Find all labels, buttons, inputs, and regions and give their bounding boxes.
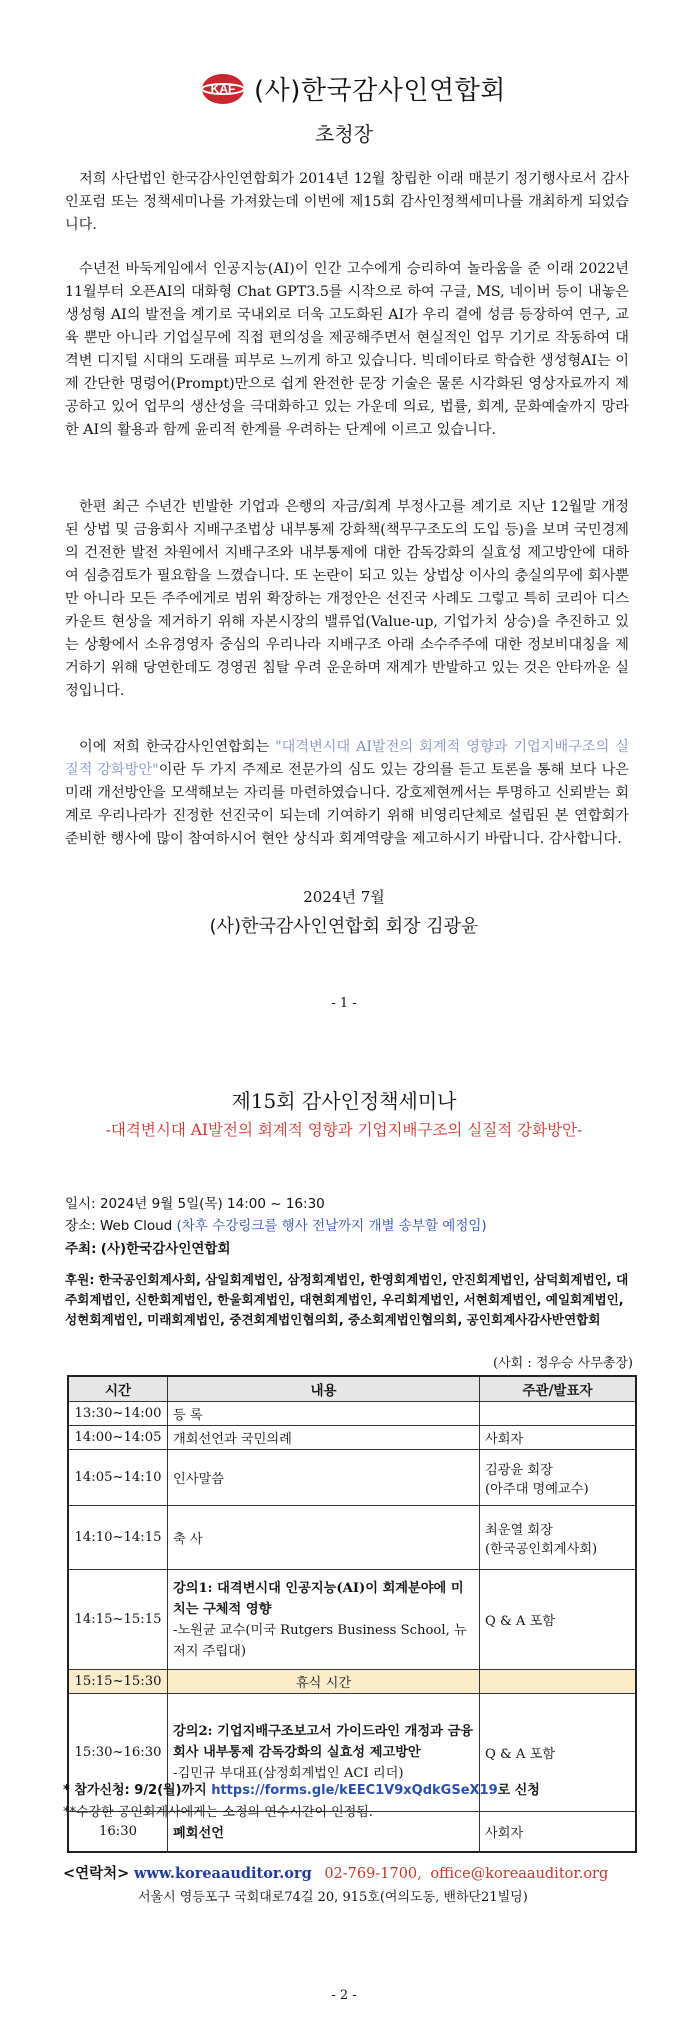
page-number-1: - 1 - (331, 996, 357, 1011)
paragraph-4-body: 이란 두 가지 주제로 전문가의 심도 있는 강의를 듣고 토론을 통해 보다 나은 미래 개선방안을 모색해보는 자리를 마련하였습니다. 강호제현께서는 투명하고 신뢰받는 회계로 우리나라가 진정한 선진국이 되는데 기여하기 위해 비영리단체로 설립된 본 연합회가 준비한 행사에 많이 참여하시어 현안 상식과 회계역량을 제고하시기 바랍니다. 감사합니다. (65, 762, 629, 847)
schedule-value: 2024년 9월 5일(목) 14:00 ~ 16:30 (99, 1196, 325, 1212)
logo-text: KAF (210, 82, 236, 96)
row-presenter: Q & A 포함 (480, 1694, 637, 1812)
table-row (68, 1506, 636, 1570)
table-row-break (68, 1670, 636, 1694)
table-row (68, 1402, 636, 1426)
paragraph-2: 수년전 바둑게임에서 인공지능(AI)이 인간 고수에게 승리하여 놀라움을 준 이래 2022년 11월부터 오픈AI의 대화형 Chat GPT3.5를 시작으로 하여 구글, MS, 네이버 등이 내놓은 생성형 AI의 발전을 계기로 국내외로 더욱 고도화된 AI가 우리 곁에 성큼 등장하여 연구, 교육 뿐만 아니라 기업실무에 직접 편의성을 제공해주면서 현실적인 업무 기기로 작동하여 대격변 디지털 시대의 도래를 피부로 느끼게 하고 있습니다. 빅데이타로 학습한 생성형AI는 이제 간단한 명령어(Prompt)만으로 쉽게 완전한 문장 기술은 물론 시각화된 영상자료까지 제공하고 있어 업무의 생산성을 극대화하고 있는 가운데 의료, 법률, 회계, 문화예술까지 망라한 AI의 활용과 함께 윤리적 한계를 우려하는 단계에 이르고 있습니다. (65, 261, 629, 438)
header-presenter: 주관/발표자 (480, 1376, 637, 1402)
letter-date: 2024년 7월 (303, 888, 385, 906)
table-row (68, 1426, 636, 1450)
venue-label: 장소: (65, 1218, 96, 1234)
row-time: 14:10~14:15 (68, 1506, 168, 1570)
sponsor-line (65, 1270, 635, 1330)
lecture-2-speaker: -김민규 부대표(삼정회계법인 ACI 리더) (173, 1766, 404, 1781)
row-presenter: 사회자 (480, 1812, 637, 1852)
kaf-logo (200, 72, 246, 106)
signature: (사)한국감사인연합회 회장 김광윤 (209, 916, 479, 937)
row-content: 등 록 (168, 1402, 480, 1426)
row-presenter: 사회자 (480, 1426, 637, 1450)
row-time: 16:30 (68, 1812, 168, 1852)
training-note: **수강한 공인회계사에게는 소정의 연수시간이 인정됨. (63, 1805, 373, 1820)
lecture-2-title: 강의2: 기업지배구조보고서 가이드라인 개정과 금융회사 내부통제 감독강화의 실효성 제고방안 (173, 1724, 473, 1760)
row-time: 15:15~15:30 (68, 1670, 168, 1694)
row-content: 휴식 시간 (168, 1670, 480, 1694)
row-time: 15:30~16:30 (68, 1694, 168, 1812)
venue-line (65, 1214, 487, 1234)
lecture-1-title: 강의1: 대격변시대 인공지능(AI)이 회계분야에 미치는 구체적 영향 (173, 1580, 464, 1617)
contact-email[interactable]: office@koreaauditor.org (430, 1866, 609, 1882)
contact-line (63, 1862, 608, 1883)
row-presenter: Q & A 포함 (480, 1570, 637, 1670)
row-content (168, 1570, 480, 1670)
header-time: 시간 (68, 1376, 168, 1402)
schedule-label: 일시: (65, 1196, 96, 1212)
row-content: 개회선언과 국민의례 (168, 1426, 480, 1450)
row-presenter: 김광윤 회장 (아주대 명예교수) (480, 1450, 637, 1506)
paragraph-3: 한편 최근 수년간 빈발한 기업과 은행의 자금/회계 부정사고를 계기로 지난 12월말 개정된 상법 및 금융회사 지배구조법상 내부통제 강화책(책무구조도의 도입 등)을 보며 국민경제의 건전한 발전 차원에서 지배구조와 내부통제에 대한 감독강화의 실효성 제고방안에 대하여 심층검토가 필요함을 느꼈습니다. 또 논란이 되고 있는 상법상 이사의 충실의무에 회사뿐만 아니라 모든 주주에게로 범위 확장하는 개정안은 선진국 사례도 그렇고 특히 코리아 디스카운트 현상을 제거하기 위해 자본시장의 밸류업(Value-up, 기업가치 상승)을 추진하고 있는 상황에서 소유경영자 중심의 우리나라 지배구조 아래 소수주주에 대한 정보비대칭을 제거하기 위해 당연한데도 경영권 침탈 우려 운운하며 재계가 반발하고 있는 것은 안타까운 실정입니다. (65, 499, 629, 699)
row-time: 14:00~14:05 (68, 1426, 168, 1450)
invite-title: 초청장 (315, 122, 373, 146)
paragraph-4 (65, 736, 629, 851)
row-time: 14:15~15:15 (68, 1570, 168, 1670)
contact-phone: 02-769-1700, (324, 1866, 422, 1882)
row-content: 폐회선언 (168, 1812, 480, 1852)
lecture-1-speaker: -노원균 교수(미국 Rutgers Business School, 뉴저지 주립대) (173, 1622, 467, 1659)
row-content: 축 사 (168, 1506, 480, 1570)
registration-prefix: * 참가신청: 9/2(월)까지 (63, 1783, 212, 1798)
registration-link[interactable]: https://forms.gle/kEEC1V9xQdkGSeX19 (211, 1783, 498, 1798)
contact-label: <연락처> (63, 1865, 130, 1882)
row-presenter (480, 1402, 637, 1426)
row-content: 인사말씀 (168, 1450, 480, 1506)
paragraph-4-intro: 이에 저희 한국감사인연합회는 (79, 739, 276, 755)
paragraph-4-theme: "대격변시대 AI발전의 회계적 영향과 기업지배구조의 실질적 강화방안" (65, 739, 629, 778)
page-number-2: - 2 - (331, 1988, 357, 2003)
sponsor-value: 한국공인회계사회, 삼일회계법인, 삼정회계법인, 한영회계법인, 안진회계법인, 삼덕회계법인, 대주회계법인, 신한회계법인, 한울회계법인, 대현회계법인, 우리회계법인, 서현회계법인, 예일회계법인, 성현회계법인, 미래회계법인, 중견회계법인협의회, 중소회계법인협의회, 공인회계사감사반연합회 (65, 1272, 629, 1327)
row-time: 14:05~14:10 (68, 1450, 168, 1506)
table-row (68, 1450, 636, 1506)
host-value: (사)한국감사인연합회 (100, 1241, 231, 1257)
contact-website[interactable]: www.koreaauditor.org (133, 1865, 312, 1882)
row-presenter (480, 1670, 637, 1694)
registration-note (63, 1779, 540, 1798)
mc-note: (사회 : 정우승 사무총장) (493, 1356, 633, 1371)
row-presenter: 최운열 회장 (한국공인회계사회) (480, 1506, 637, 1570)
paragraph-1: 저희 사단법인 한국감사인연합회가 2014년 12월 창립한 이래 매분기 정기행사로서 감사인포럼 또는 정책세미나를 가져왔는데 이번에 제15회 감사인정책세미나를 개최하게 되었습니다. (65, 171, 629, 233)
seminar-title: 제15회 감사인정책세미나 (231, 1089, 457, 1113)
row-time: 13:30~14:00 (68, 1402, 168, 1426)
address: 서울시 영등포구 국회대로74길 20, 915호(여의도동, 밴하단21빌딩) (138, 1890, 528, 1905)
host-line (65, 1237, 231, 1257)
venue-value: Web Cloud (99, 1218, 173, 1234)
venue-note: (차후 수강링크를 행사 전날까지 개별 송부할 예정임) (176, 1218, 487, 1234)
registration-suffix: 로 신청 (497, 1783, 540, 1798)
org-title: (사)한국감사인연합회 (254, 76, 506, 106)
table-row (68, 1570, 636, 1670)
seminar-subtitle: -대격변시대 AI발전의 회계적 영향과 기업지배구조의 실질적 강화방안- (105, 1121, 583, 1139)
sponsor-label: 후원: (65, 1272, 95, 1287)
host-label: 주최: (65, 1241, 97, 1257)
table-header-row (68, 1376, 636, 1402)
schedule-line (65, 1192, 325, 1212)
header-content: 내용 (168, 1376, 480, 1402)
